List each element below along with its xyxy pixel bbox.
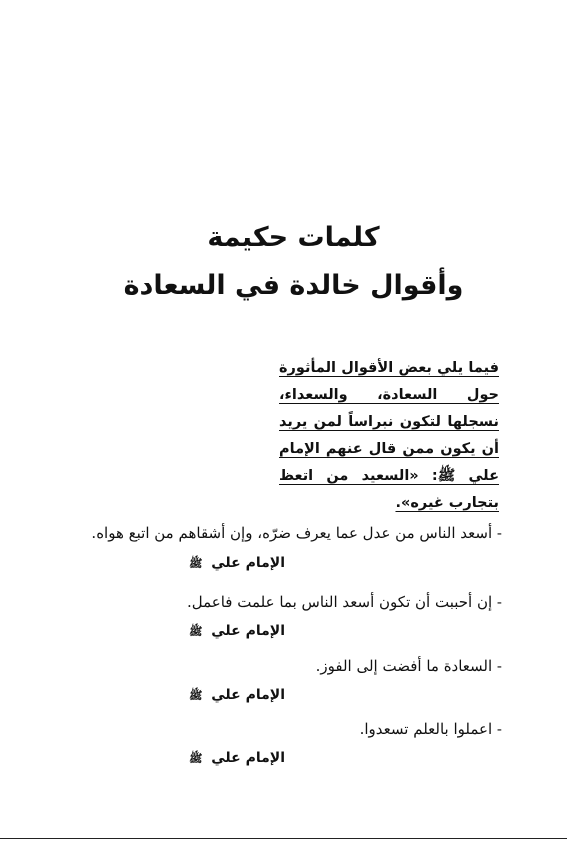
- quote-attribution: [189, 621, 285, 642]
- honorific-icon: ﷺ: [189, 689, 203, 702]
- quote-attribution: [189, 685, 285, 706]
- quote-text: - اعملوا بالعلم تسعدوا.: [359, 720, 502, 738]
- quote-attribution: [189, 748, 285, 769]
- attribution-name: الإمام علي: [211, 750, 285, 766]
- quote-text: - أسعد الناس من عدل عما يعرف ضرّه، وإن أشقاهم من اتبع هواه.: [91, 524, 502, 542]
- attribution-name: الإمام علي: [211, 623, 285, 639]
- footer-divider: [0, 838, 567, 839]
- honorific-icon: ﷺ: [189, 752, 203, 765]
- attribution-name: الإمام علي: [211, 555, 285, 571]
- page-title: كلمات حكيمة: [207, 222, 380, 253]
- honorific-icon: ﷺ: [189, 557, 203, 570]
- honorific-icon: ﷺ: [189, 625, 203, 638]
- page-subtitle: وأقوال خالدة في السعادة: [123, 270, 464, 301]
- quote-attribution: [189, 553, 285, 574]
- attribution-name: الإمام علي: [211, 687, 285, 703]
- intro-paragraph: فيما يلي بعض الأقوال المأثورة حول السعادة، والسعداء، نسجلها لتكون نبراساً لمن يريد أن يكون ممن قال عنهم الإمام علي ﷺ: «السعيد من اتعظ بتجارب غيره».: [279, 360, 499, 511]
- quote-text: - السعادة ما أفضت إلى الفوز.: [315, 657, 502, 675]
- quote-text: - إن أحببت أن تكون أسعد الناس بما علمت فاعمل.: [186, 593, 502, 611]
